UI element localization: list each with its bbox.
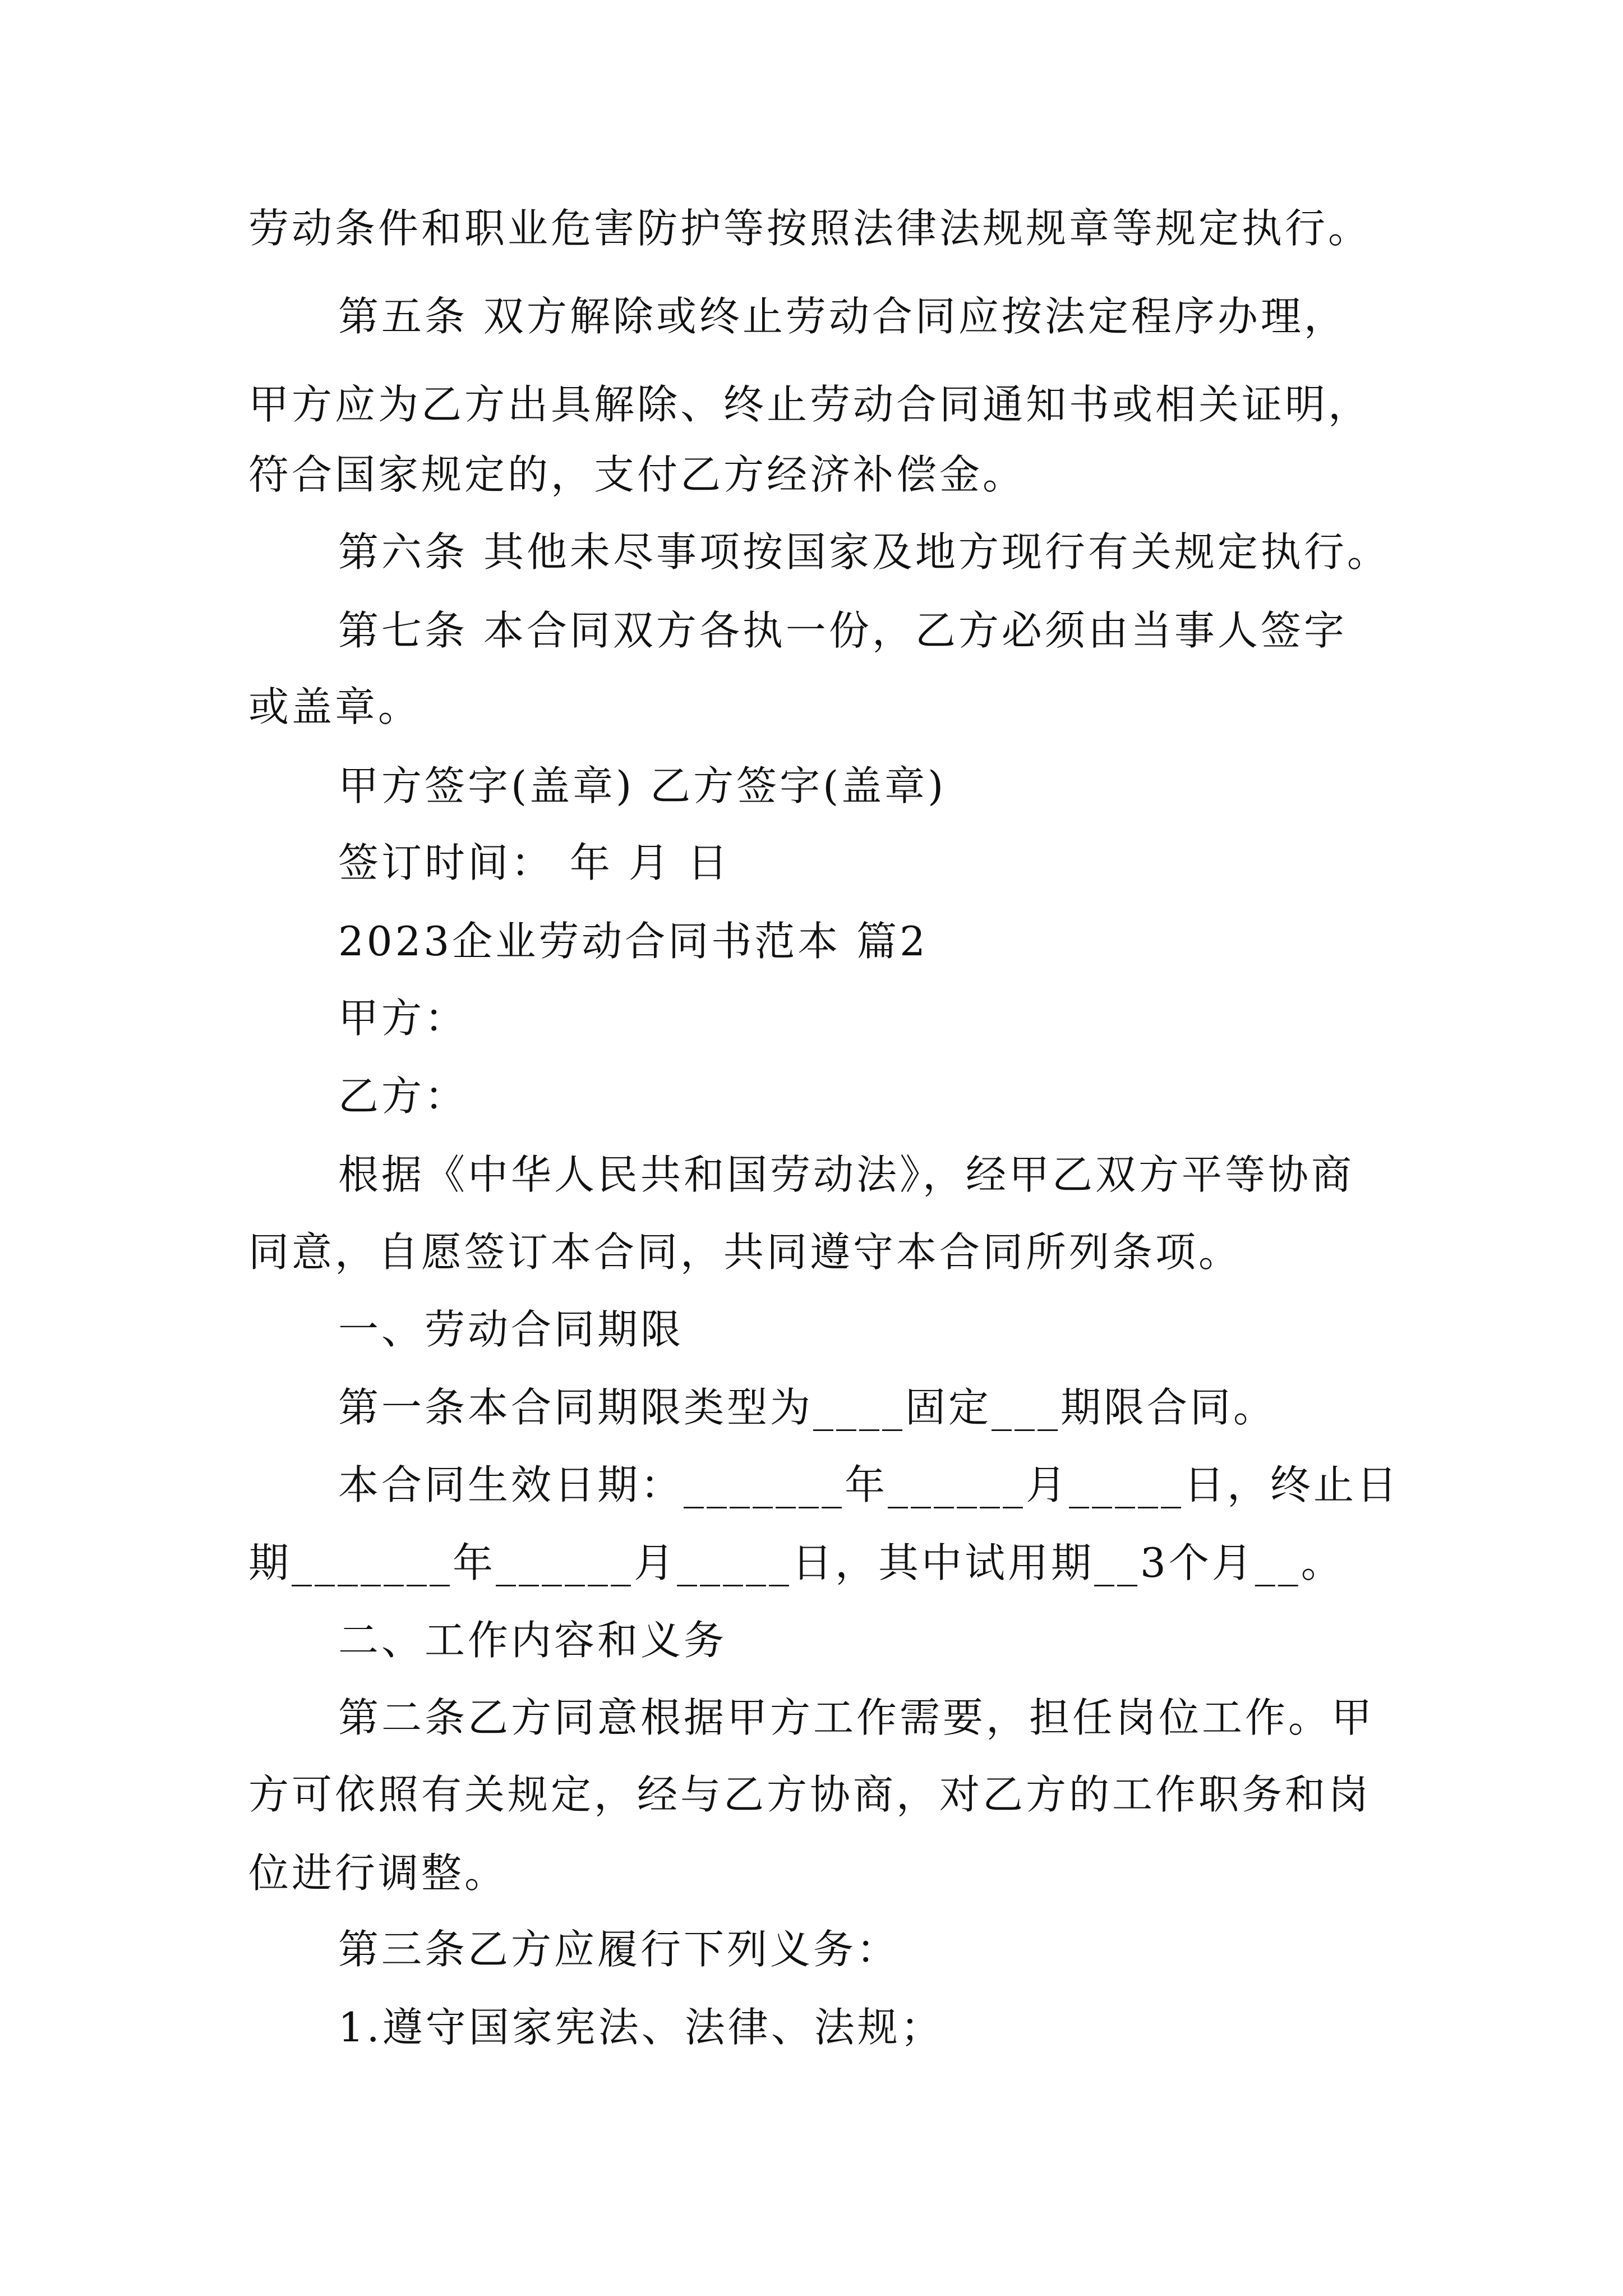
article-five-line: 第五条 双方解除或终止劳动合同应按法定程序办理，	[338, 293, 1347, 340]
preamble-line: 根据《中华人民共和国劳动法》，经甲乙双方平等协商	[338, 1151, 1355, 1198]
paragraph-line: 或盖章。	[248, 683, 422, 730]
signing-date-line: 签订时间： 年 月 日	[338, 839, 731, 886]
party-b-line: 乙方：	[338, 1073, 468, 1120]
article-line: 第三条乙方应履行下列义务：	[338, 1926, 900, 1973]
paragraph-line: 甲方应为乙方出具解除、终止劳动合同通知书或相关证明，	[248, 381, 1372, 428]
section-heading: 二、工作内容和义务	[338, 1617, 727, 1664]
paragraph-line: 同意，自愿签订本合同，共同遵守本合同所列条项。	[248, 1228, 1242, 1276]
paragraph-line: 劳动条件和职业危害防护等按照法律法规规章等规定执行。	[248, 205, 1372, 252]
article-seven-line: 第七条 本合同双方各执一份，乙方必须由当事人签字	[338, 607, 1347, 654]
paragraph-line: 位进行调整。	[248, 1849, 508, 1897]
effective-date-line: 本合同生效日期：_______年______月_____日，终止日	[338, 1461, 1400, 1508]
section-title: 2023企业劳动合同书范本 篇2	[338, 918, 928, 965]
party-a-line: 甲方：	[338, 995, 468, 1042]
signature-line: 甲方签字(盖章) 乙方签字(盖章)	[338, 762, 947, 809]
paragraph-line: 符合国家规定的，支付乙方经济补偿金。	[248, 451, 1026, 498]
paragraph-line: 方可依照有关规定，经与乙方协商，对乙方的工作职务和岗	[248, 1771, 1372, 1818]
article-six-line: 第六条 其他未尽事项按国家及地方现行有关规定执行。	[338, 528, 1390, 576]
article-line: 第二条乙方同意根据甲方工作需要，担任岗位工作。甲	[338, 1694, 1375, 1741]
list-item: 1.遵守国家宪法、法律、法规；	[338, 2004, 944, 2051]
paragraph-line: 期_______年______月_____日，其中试用期__3个月__。	[248, 1539, 1344, 1586]
article-line: 第一条本合同期限类型为____固定___期限合同。	[338, 1384, 1277, 1431]
section-heading: 一、劳动合同期限	[338, 1306, 684, 1353]
